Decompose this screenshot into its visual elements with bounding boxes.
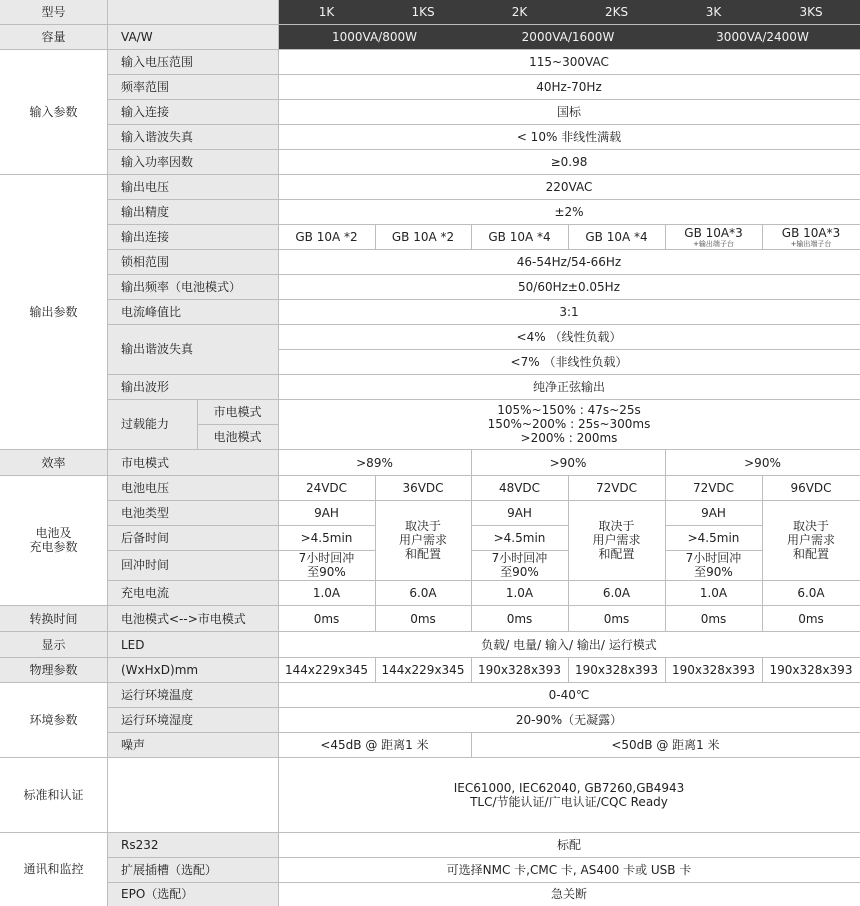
output-thd-nonlinear: <7% （非线性负载） bbox=[510, 354, 628, 369]
column-divider bbox=[471, 450, 472, 475]
backup-time-1k: >4.5min bbox=[300, 530, 353, 545]
output-connection-3ks-note: +输出端子台 bbox=[790, 239, 832, 248]
battery-voltage-3ks: 96VDC bbox=[790, 480, 832, 495]
charge-current-label: 充电电流 bbox=[107, 580, 278, 605]
input-pf-label: 输入功率因数 bbox=[107, 149, 278, 174]
row-divider bbox=[107, 399, 860, 400]
depends-2ks-line-3: 和配置 bbox=[598, 547, 635, 561]
column-divider bbox=[665, 475, 666, 605]
recharge-time-1k-line-2: 至90% bbox=[307, 565, 346, 579]
row-divider bbox=[0, 682, 860, 683]
input-freq-value: 40Hz-70Hz bbox=[536, 79, 602, 94]
row-divider bbox=[107, 149, 860, 150]
row-divider bbox=[471, 550, 568, 551]
column-divider bbox=[375, 606, 376, 631]
output-thd-linear: <4% （线性负载） bbox=[516, 329, 622, 344]
row-divider bbox=[107, 299, 860, 300]
row-divider bbox=[107, 74, 860, 75]
row-divider bbox=[471, 525, 568, 526]
display-label: LED bbox=[107, 632, 278, 657]
row-divider bbox=[107, 882, 860, 883]
output-connection-2ks: GB 10A *4 bbox=[585, 229, 648, 244]
efficiency-group-label: 效率 bbox=[0, 450, 107, 475]
column-divider bbox=[762, 224, 763, 249]
depends-2ks-line-1: 取决于 bbox=[598, 519, 635, 533]
standards-line-1: IEC61000, IEC62040, GB7260,GB4943 bbox=[453, 780, 685, 795]
model-header-blank bbox=[107, 0, 278, 24]
row-divider bbox=[107, 124, 860, 125]
row-divider bbox=[107, 249, 860, 250]
output-voltage-value: 220VAC bbox=[545, 179, 593, 194]
battery-group-label bbox=[0, 475, 107, 605]
dimensions-1k: 144x229x345 bbox=[285, 662, 368, 677]
comms-group-label: 通讯和监控 bbox=[23, 862, 84, 876]
row-divider bbox=[0, 475, 860, 476]
battery-group-line-2: 充电参数 bbox=[29, 540, 78, 554]
charge-current-3k: 1.0A bbox=[699, 585, 728, 600]
epo-label: EPO（选配） bbox=[107, 882, 278, 906]
output-connection-3ks-value: GB 10A*3 bbox=[781, 225, 841, 240]
row-divider bbox=[107, 580, 860, 581]
column-divider bbox=[471, 475, 472, 605]
slot-label: 扩展插槽（选配） bbox=[107, 857, 278, 882]
recharge-time-1k-line-1: 7小时回冲 bbox=[298, 551, 355, 565]
backup-time-2k: >4.5min bbox=[493, 530, 546, 545]
battery-voltage-1ks: 36VDC bbox=[402, 480, 444, 495]
standards-blank bbox=[107, 757, 278, 832]
overload-line-2: 150%~200% : 25s~300ms bbox=[487, 417, 651, 431]
input-freq-label: 频率范围 bbox=[107, 74, 278, 99]
row-divider bbox=[107, 324, 860, 325]
row-divider bbox=[107, 99, 860, 100]
battery-type-1k: 9AH bbox=[314, 505, 339, 520]
overload-line-1: 105%~150% : 47s~25s bbox=[497, 403, 641, 417]
charge-current-1k: 1.0A bbox=[312, 585, 341, 600]
transfer-1ks: 0ms bbox=[410, 611, 436, 626]
column-divider bbox=[665, 224, 666, 249]
model-1ks: 1KS bbox=[375, 0, 471, 24]
column-divider bbox=[375, 475, 376, 605]
battery-depends-3ks bbox=[762, 500, 860, 580]
row-divider bbox=[0, 49, 860, 50]
row-divider bbox=[0, 605, 860, 606]
charge-current-2k: 1.0A bbox=[505, 585, 534, 600]
capacity-header-label: 容量 bbox=[0, 25, 107, 49]
display-value: 负载/ 电量/ 输入/ 输出/ 运行模式 bbox=[481, 637, 657, 652]
column-divider bbox=[471, 224, 472, 249]
dimensions-2k: 190x328x393 bbox=[478, 662, 561, 677]
battery-group-line-1: 电池及 bbox=[35, 526, 72, 540]
column-divider bbox=[568, 475, 569, 605]
epo-value: 急关断 bbox=[550, 887, 587, 901]
row-divider bbox=[665, 525, 762, 526]
humidity-label: 运行环境湿度 bbox=[107, 707, 278, 732]
row-divider bbox=[107, 857, 860, 858]
noise-label: 噪声 bbox=[107, 732, 278, 757]
column-divider bbox=[197, 399, 198, 449]
crest-factor-value: 3:1 bbox=[559, 304, 579, 319]
depends-3ks-line-1: 取决于 bbox=[792, 519, 829, 533]
backup-time-label: 后备时间 bbox=[107, 525, 278, 550]
row-divider bbox=[0, 631, 860, 632]
input-group-label: 输入参数 bbox=[29, 104, 78, 119]
row-divider bbox=[0, 657, 860, 658]
row-divider bbox=[0, 24, 860, 25]
transfer-3ks: 0ms bbox=[798, 611, 824, 626]
waveform-value: 纯净正弦输出 bbox=[532, 379, 605, 394]
standards-group-label: 标准和认证 bbox=[23, 787, 84, 802]
rs232-value: 标配 bbox=[556, 837, 581, 852]
row-divider bbox=[0, 174, 860, 175]
input-thd-label: 输入谐波失真 bbox=[107, 124, 278, 149]
battery-voltage-1k: 24VDC bbox=[305, 480, 348, 495]
depends-1ks-line-1: 取决于 bbox=[404, 519, 441, 533]
row-divider bbox=[278, 525, 375, 526]
temp-label: 运行环境温度 bbox=[107, 682, 278, 707]
model-2k: 2K bbox=[471, 0, 568, 24]
output-precision-value: ±2% bbox=[554, 204, 584, 219]
overload-mains-mode: 市电模式 bbox=[197, 399, 278, 424]
model-3k: 3K bbox=[665, 0, 762, 24]
output-connection-3k-value: GB 10A*3 bbox=[684, 225, 743, 240]
column-divider bbox=[471, 657, 472, 682]
physical-label: (WxHxD)mm bbox=[107, 657, 278, 682]
transfer-label: 电池模式<-->市电模式 bbox=[107, 606, 278, 631]
output-thd-label: 输出谐波失真 bbox=[107, 324, 278, 374]
recharge-time-2k bbox=[471, 550, 568, 580]
efficiency-label: 市电模式 bbox=[107, 450, 278, 475]
depends-3ks-line-3: 和配置 bbox=[792, 547, 829, 561]
depends-1ks-line-3: 和配置 bbox=[404, 547, 441, 561]
recharge-time-label: 回冲时间 bbox=[107, 550, 278, 580]
transfer-3k: 0ms bbox=[700, 611, 727, 626]
row-divider bbox=[197, 424, 278, 425]
column-divider bbox=[762, 657, 763, 682]
overload-label: 过载能力 bbox=[107, 399, 197, 449]
overload-line-3: >200% : 200ms bbox=[520, 431, 618, 445]
row-divider bbox=[0, 757, 860, 758]
column-divider bbox=[665, 657, 666, 682]
battery-type-3k: 9AH bbox=[701, 505, 726, 520]
phase-lock-value: 46-54Hz/54-66Hz bbox=[516, 254, 622, 269]
column-divider bbox=[665, 606, 666, 631]
output-connection-3k bbox=[665, 224, 762, 249]
battery-voltage-2ks: 72VDC bbox=[595, 480, 638, 495]
row-divider bbox=[107, 707, 860, 708]
model-1k: 1K bbox=[278, 0, 375, 24]
physical-group-label: 物理参数 bbox=[0, 657, 107, 682]
depends-2ks-line-2: 用户需求 bbox=[592, 533, 641, 547]
battery-voltage-3k: 72VDC bbox=[692, 480, 735, 495]
row-divider bbox=[107, 550, 278, 551]
row-divider bbox=[107, 224, 860, 225]
depends-1ks-line-2: 用户需求 bbox=[398, 533, 447, 547]
standards-value bbox=[278, 757, 860, 832]
row-divider bbox=[107, 500, 860, 501]
overload-value bbox=[278, 399, 860, 449]
standards-line-2: TLC/节能认证/广电认证/CQC Ready bbox=[470, 794, 668, 809]
efficiency-2k: >90% bbox=[549, 455, 587, 470]
crest-factor-label: 电流峰值比 bbox=[107, 299, 278, 324]
phase-lock-label: 锁相范围 bbox=[107, 249, 278, 274]
column-divider bbox=[568, 657, 569, 682]
capacity-3k: 3000VA/2400W bbox=[665, 25, 860, 49]
row-divider bbox=[107, 374, 860, 375]
efficiency-3k: >90% bbox=[744, 455, 781, 470]
output-group-label: 输出参数 bbox=[29, 305, 78, 319]
transfer-1k: 0ms bbox=[313, 611, 340, 626]
output-connection-1ks: GB 10A *2 bbox=[391, 229, 455, 244]
charge-current-1ks: 6.0A bbox=[409, 585, 437, 600]
output-connection-2k: GB 10A *4 bbox=[488, 229, 551, 244]
capacity-2k: 2000VA/1600W bbox=[471, 25, 665, 49]
output-precision-label: 输出精度 bbox=[107, 199, 278, 224]
transfer-group-label: 转换时间 bbox=[0, 606, 107, 631]
battery-type-2k: 9AH bbox=[507, 505, 532, 520]
column-divider bbox=[107, 0, 108, 906]
row-divider bbox=[107, 732, 860, 733]
backup-time-3k: >4.5min bbox=[687, 530, 740, 545]
row-divider bbox=[107, 199, 860, 200]
dimensions-1ks: 144x229x345 bbox=[381, 662, 465, 677]
capacity-1k: 1000VA/800W bbox=[278, 25, 471, 49]
dimensions-3k: 190x328x393 bbox=[672, 662, 755, 677]
overload-battery-mode: 电池模式 bbox=[197, 424, 278, 449]
output-connection-1k: GB 10A *2 bbox=[295, 229, 358, 244]
battery-type-label: 电池类型 bbox=[107, 500, 278, 525]
input-voltage-value: 115~300VAC bbox=[529, 54, 609, 69]
charge-current-3ks: 6.0A bbox=[797, 585, 825, 600]
row-divider bbox=[107, 274, 860, 275]
column-divider bbox=[471, 606, 472, 631]
row-divider bbox=[107, 525, 278, 526]
model-header-label: 型号 bbox=[0, 0, 107, 24]
column-divider bbox=[375, 224, 376, 249]
output-connection-3ks bbox=[762, 224, 860, 249]
column-divider bbox=[665, 450, 666, 475]
recharge-time-2k-line-1: 7小时回冲 bbox=[491, 551, 548, 565]
capacity-unit: VA/W bbox=[107, 25, 278, 49]
input-pf-value: ≥0.98 bbox=[550, 154, 588, 169]
noise-2k-3k: <50dB @ 距离1 米 bbox=[611, 737, 720, 752]
column-divider bbox=[568, 224, 569, 249]
row-divider bbox=[0, 449, 860, 450]
input-connection-label: 输入连接 bbox=[107, 99, 278, 124]
waveform-label: 输出波形 bbox=[107, 374, 278, 399]
recharge-time-1k bbox=[278, 550, 375, 580]
output-connection-label: 输出连接 bbox=[107, 224, 278, 249]
row-divider bbox=[665, 550, 762, 551]
display-group-label: 显示 bbox=[0, 632, 107, 657]
dimensions-2ks: 190x328x393 bbox=[575, 662, 658, 677]
recharge-time-3k-line-2: 至90% bbox=[694, 565, 733, 579]
transfer-2ks: 0ms bbox=[603, 611, 630, 626]
column-divider bbox=[375, 657, 376, 682]
output-voltage-label: 输出电压 bbox=[107, 174, 278, 199]
humidity-value: 20-90%（无凝露） bbox=[515, 712, 623, 727]
environment-group-label: 环境参数 bbox=[29, 712, 78, 727]
noise-1k: <45dB @ 距离1 米 bbox=[320, 737, 429, 752]
row-divider bbox=[278, 349, 860, 350]
column-divider bbox=[471, 732, 472, 757]
row-divider bbox=[278, 550, 375, 551]
temp-value: 0-40℃ bbox=[548, 687, 590, 702]
recharge-time-3k bbox=[665, 550, 762, 580]
output-freq-value: 50/60Hz±0.05Hz bbox=[518, 279, 620, 294]
column-divider bbox=[278, 0, 279, 906]
input-voltage-label: 输入电压范围 bbox=[107, 49, 278, 74]
row-divider bbox=[0, 832, 860, 833]
battery-depends-2ks bbox=[568, 500, 665, 580]
dimensions-3ks: 190x328x393 bbox=[769, 662, 853, 677]
battery-voltage-label: 电池电压 bbox=[107, 475, 278, 500]
output-connection-3k-note: +输出端子台 bbox=[693, 239, 734, 248]
transfer-2k: 0ms bbox=[506, 611, 533, 626]
recharge-time-3k-line-1: 7小时回冲 bbox=[685, 551, 742, 565]
column-divider bbox=[568, 606, 569, 631]
charge-current-2ks: 6.0A bbox=[602, 585, 631, 600]
model-2ks: 2KS bbox=[568, 0, 665, 24]
efficiency-1k: >89% bbox=[356, 455, 393, 470]
input-thd-value: < 10% 非线性满载 bbox=[516, 129, 622, 144]
model-3ks: 3KS bbox=[762, 0, 860, 24]
slot-value: 可选择NMC 卡,CMC 卡, AS400 卡或 USB 卡 bbox=[446, 862, 692, 877]
battery-voltage-2k: 48VDC bbox=[498, 480, 541, 495]
battery-depends-1ks bbox=[375, 500, 471, 580]
input-connection-value: 国标 bbox=[556, 104, 581, 119]
depends-3ks-line-2: 用户需求 bbox=[786, 533, 835, 547]
column-divider bbox=[762, 475, 763, 605]
column-divider bbox=[762, 606, 763, 631]
rs232-label: Rs232 bbox=[107, 832, 278, 857]
recharge-time-2k-line-2: 至90% bbox=[500, 565, 539, 579]
output-freq-label: 输出频率（电池模式） bbox=[107, 274, 278, 299]
